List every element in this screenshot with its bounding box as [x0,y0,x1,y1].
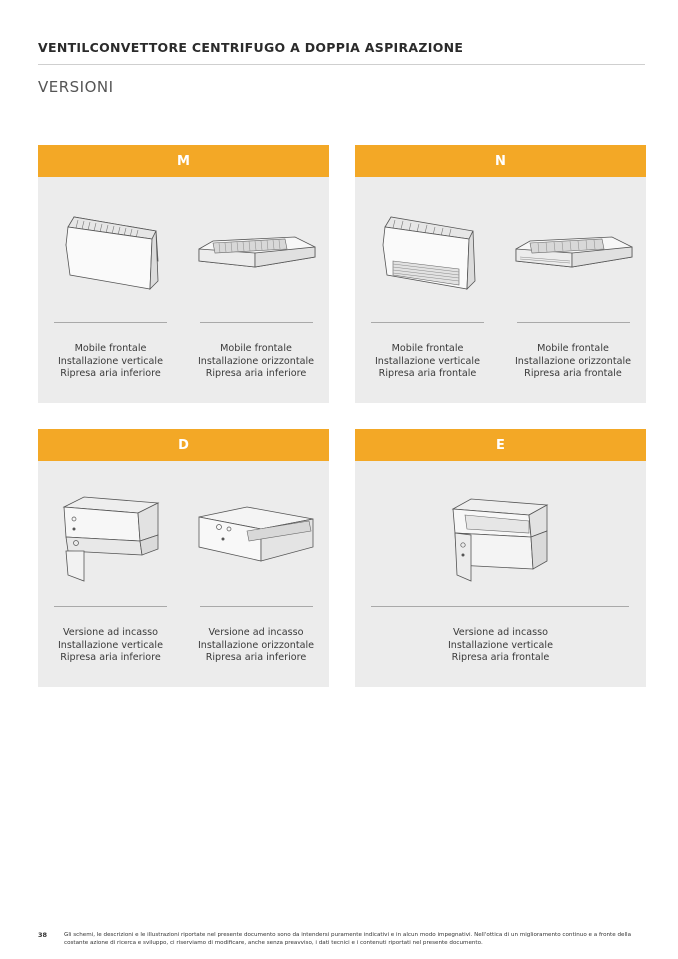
section-title: VERSIONI [38,78,114,96]
item-description: Versione ad incasso Installazione orizzontale Ripresa aria inferiore [197,627,315,663]
version-panel-n [355,145,646,403]
item-description: Mobile frontale Installazione verticale Ripresa aria frontale [374,343,481,379]
horizontal-cabinet-front-grille-unit-icon [500,205,646,305]
item-description: Versione ad incasso Installazione verticale Ripresa aria frontale [447,627,554,663]
vertical-cabinet-front-grille-unit-icon [355,205,500,305]
version-item [355,177,500,403]
item-divider [371,322,484,323]
item-divider [371,606,629,607]
panel-header: E [355,429,646,461]
title-divider [38,64,645,65]
version-panel-m [38,145,329,403]
footer-disclaimer: Gli schemi, le descrizioni e le illustrazioni riportate nel presente documento sono da intendersi puramente indicativi e in alcun modo impegnativi. Nell'ottica di un miglioramento continuo e a fronte della costante azione di ricerca e sviluppo, ci riserviamo di modificare, anche senza preavviso, i dati tecnici e i contenuti riportati nel presente documento. [64,932,631,946]
horizontal-cabinet-unit-icon [183,205,329,305]
version-item [183,461,329,687]
panel-header: N [355,145,646,177]
version-panel-d [38,429,329,687]
item-description: Mobile frontale Installazione orizzontale Ripresa aria frontale [514,343,632,379]
version-item [38,461,183,687]
item-divider [200,606,313,607]
vertical-cabinet-unit-icon [38,205,183,305]
page-title: VENTILCONVETTORE CENTRIFUGO A DOPPIA ASPIRAZIONE [38,40,464,55]
version-item [183,177,329,403]
item-description: Versione ad incasso Installazione verticale Ripresa aria inferiore [57,627,164,663]
version-item [38,177,183,403]
item-divider [54,322,167,323]
page-number: 38 [38,931,48,939]
item-divider [54,606,167,607]
item-divider [517,322,630,323]
item-divider [200,322,313,323]
panel-header: M [38,145,329,177]
item-description: Mobile frontale Installazione orizzontale Ripresa aria inferiore [197,343,315,379]
vertical-concealed-unit-icon [38,489,183,589]
horizontal-concealed-unit-icon [183,489,329,589]
version-panel-e [355,429,646,687]
item-description: Mobile frontale Installazione verticale Ripresa aria inferiore [57,343,164,379]
version-item [355,461,646,687]
vertical-concealed-front-intake-unit-icon [355,489,646,589]
panel-header: D [38,429,329,461]
version-item [500,177,646,403]
